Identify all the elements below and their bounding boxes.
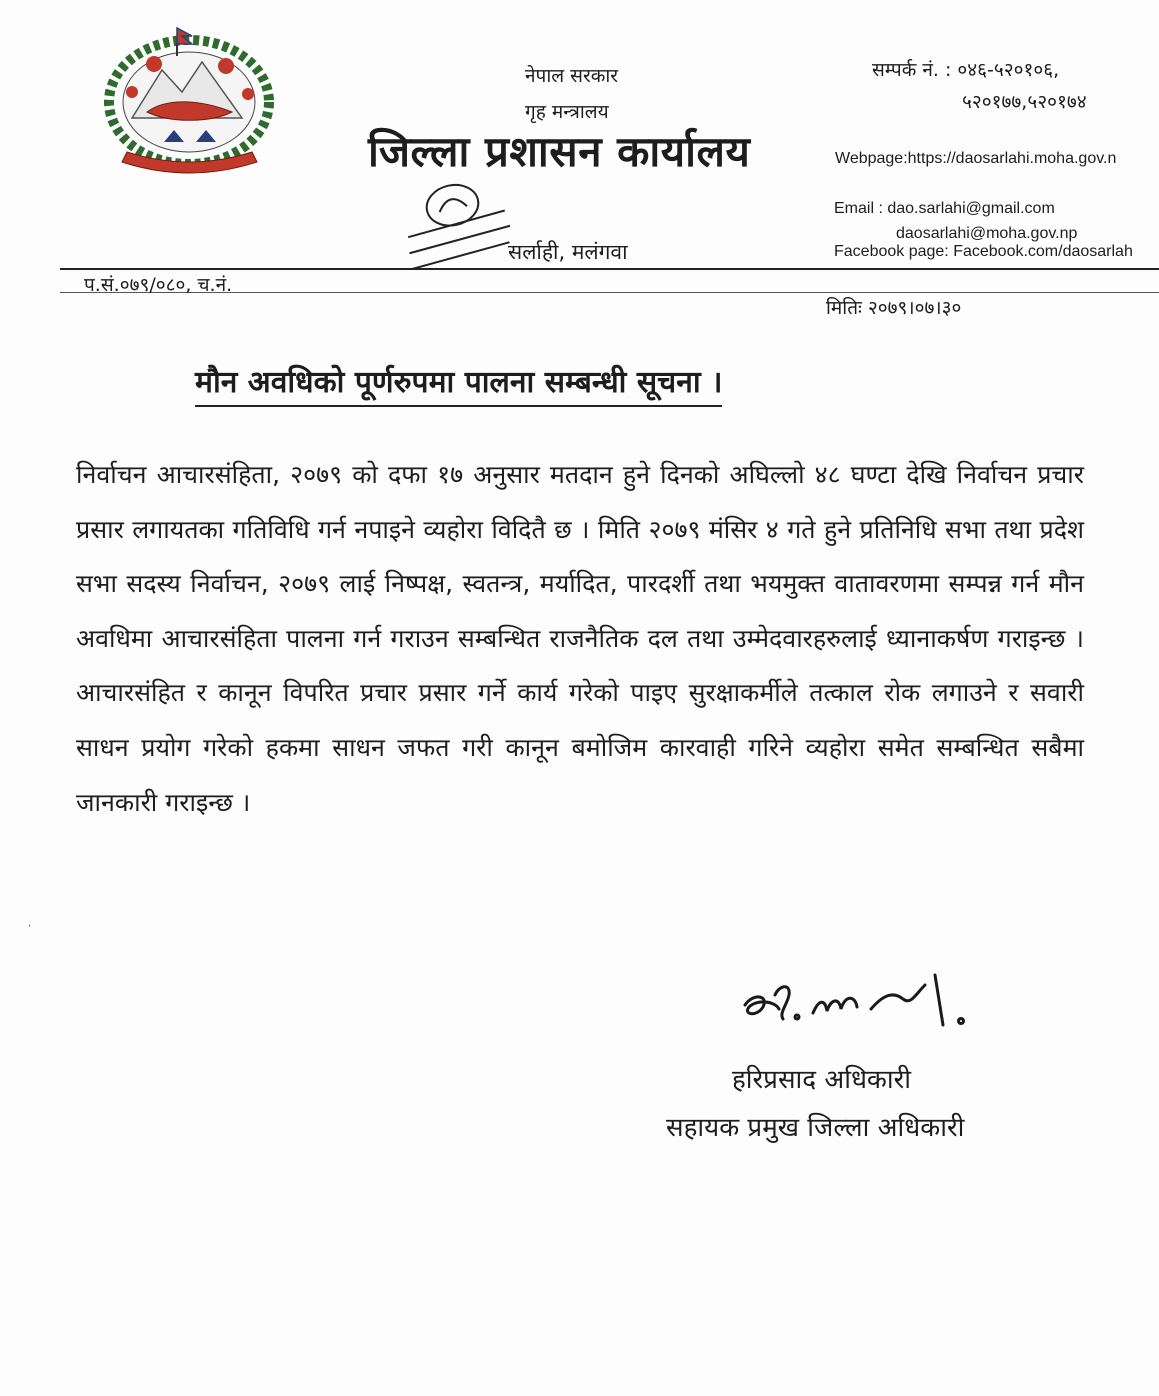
signer-name: हरिप्रसाद अधिकारी	[732, 1065, 912, 1095]
reference-number: प.सं.०७९/०८०, च.नं.	[84, 274, 233, 296]
office-stamp	[385, 165, 525, 270]
government-name: नेपाल सरकार	[525, 65, 619, 87]
contact-phone-extra: ५२०१७७,५२०१७४	[962, 91, 1087, 113]
contact-email: Email : dao.sarlahi@gmail.com	[834, 200, 1055, 217]
letter-date: मितिः २०७९।०७।३०	[826, 297, 962, 319]
header-divider	[60, 268, 1159, 270]
office-location: सर्लाही, मलंगवा	[508, 240, 628, 264]
contact-phone: सम्पर्क नं. : ०४६-५२०१०६,	[872, 59, 1060, 81]
contact-email-alt: daosarlahi@moha.gov.np	[896, 225, 1078, 242]
contact-webpage: Webpage:https://daosarlahi.moha.gov.n	[835, 150, 1117, 167]
margin-mark: ,	[28, 918, 32, 929]
signature	[735, 965, 985, 1045]
ministry-name: गृह मन्त्रालय	[525, 101, 609, 123]
notice-title: मौन अवधिको पूर्णरुपमा पालना सम्बन्धी सूचना ।	[195, 360, 722, 407]
notice-body: निर्वाचन आचारसंहिता, २०७९ को दफा १७ अनुसार मतदान हुने दिनको अघिल्लो ४८ घण्टा देखि निर्वाचन प्रचार प्रसार लगायतका गतिविधि गर्न नपाइने व्यहोरा विदितै छ । मिति २०७९ मंसिर ४ गते हुने प्रतिनिधि सभा तथा प्रदेश सभा सदस्य निर्वाचन, २०७९ लाई निष्पक्ष, स्वतन्त्र, मर्यादित, पारदर्शी तथा भयमुक्त वातावरणमा सम्पन्न गर्न मौन अवधिमा आचारसंहिता पालना गर्न गराउन सम्बन्धित राजनैतिक दल तथा उम्मेदवारहरुलाई ध्यानाकर्षण गराइन्छ । आचारसंहित र कानून विपरित प्रचार प्रसार गर्ने कार्य गरेको पाइए सुरक्षाकर्मीले तत्काल रोक लगाउने र सवारी साधन प्रयोग गरेको हकमा साधन जफत गरी कानून बमोजिम कारवाही गरिने व्यहोरा समेत सम्बन्धित सबैमा जानकारी गराइन्छ ।	[76, 460, 1084, 817]
signer-title: सहायक प्रमुख जिल्ला अधिकारी	[666, 1113, 965, 1143]
nepal-emblem-logo	[92, 22, 287, 182]
office-title: जिल्ला प्रशासन कार्यालय	[368, 127, 751, 176]
contact-facebook: Facebook page: Facebook.com/daosarlah	[834, 243, 1133, 260]
